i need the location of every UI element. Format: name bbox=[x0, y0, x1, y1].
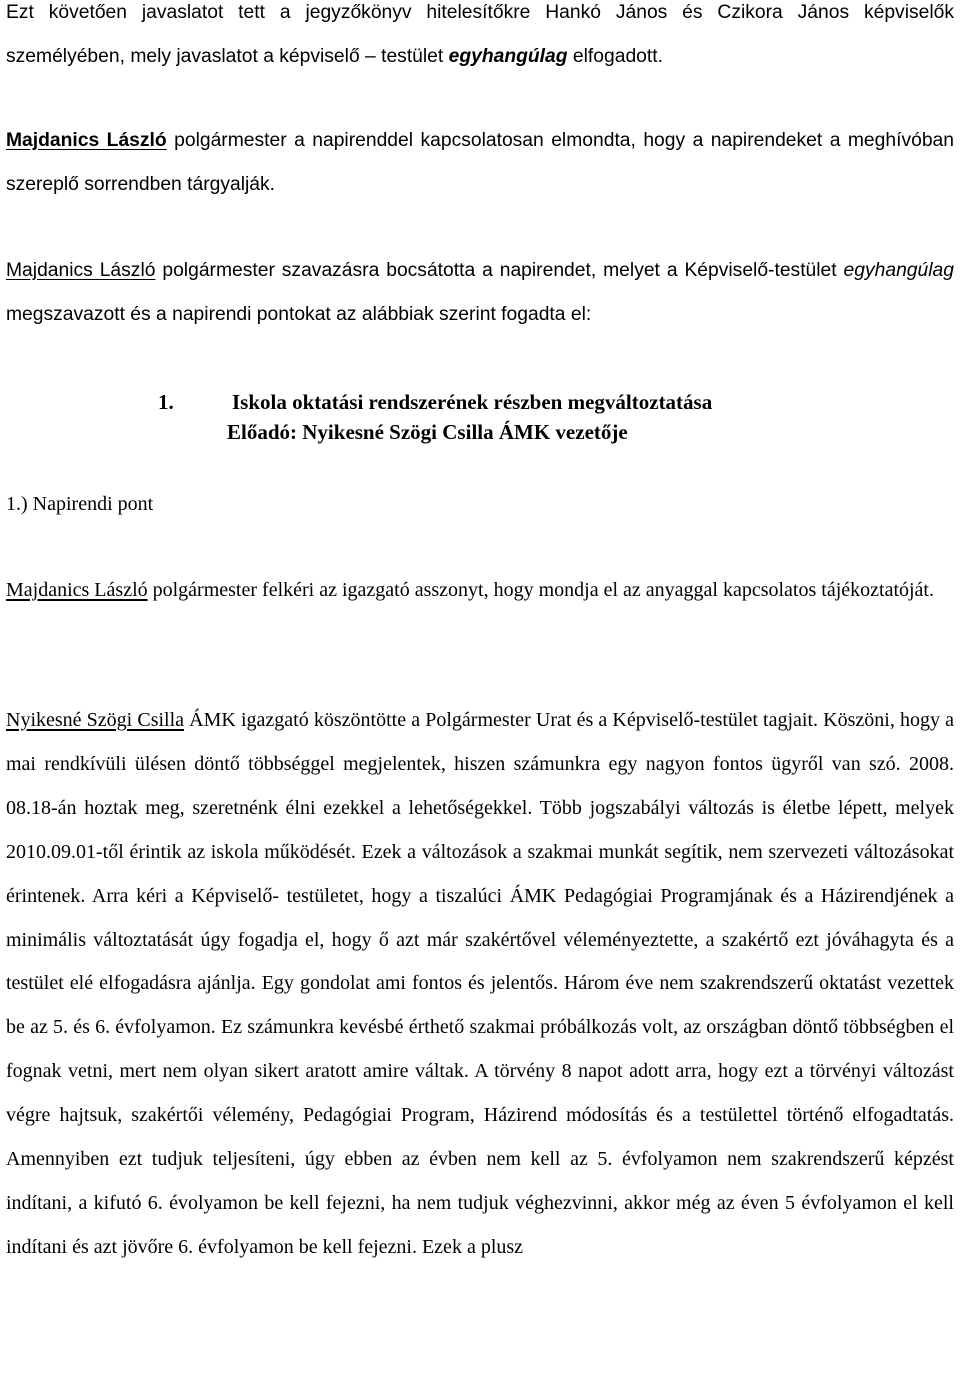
p3-text-a: polgármester szavazásra bocsátotta a napirendet, melyet a Képviselő-testület bbox=[155, 260, 844, 281]
agenda-title: Iskola oktatási rendszerének részben megváltoztatása bbox=[232, 390, 713, 414]
p1-text-b: elfogadott. bbox=[567, 45, 663, 67]
paragraph-agenda-order bbox=[6, 119, 954, 207]
paragraph-director-speech bbox=[6, 699, 954, 1270]
paragraph-agenda-vote bbox=[6, 249, 954, 337]
p5-text: ÁMK igazgató köszöntötte a Polgármester Urat és a Képviselő-testület tagjait. Köszöni, hogy a mai rendkívüli ülésen döntő többséggel megjelentek, hiszen számunkra egy nagyon fontos ügyről van szó. 2008. 08.18-án hoztak meg, szeretnénk élni ezekkel a lehetőségekkel. Több jogszabályi változás is életbe lépett, melyek 2010.09.01-től érintik az iskola működését. Ezek a változások a szakmai munkát segítik, nem szervezeti változásokat érintenek. Arra kéri a Képviselő- testületet, hogy a tiszalúci ÁMK Pedagógiai Programjának és a Házirendjének a minimális változtatását úgy fogadja el, hogy ő azt már szakértővel véleményeztette, a szakértő ezt jóváhagyta és a testület elé elfogadásra ajánlja. Egy gondolat ami fontos és jelentős. Három éve nem szakrendszerű oktatást vezettek be az 5. és 6. évfolyamon. Ez számunkra kevésbé érthető szakmai próbálkozás volt, az országban döntő többségben el fognak vetni, mert nem olyan sikert aratott amire váltak. A törvény 8 napot adott arra, hogy ezt a törvényi változást végre hajtsuk, szakértői vélemény, Pedagógiai Program, Házirend módosítás és a testülettel történő elfogadtatás. Amennyiben ezt tudjuk teljesíteni, úgy ebben az évben nem kell az 5. évfolyamon nem szakrendszerű képzést indítani, a kifutó 6. évolyamon be kell fejezni, ha nem tudjuk véghezvinni, akkor még az éven 5 évfolyamon el kell indítani és azt jövőre 6. évfolyamon be kell fejezni. Ezek a plusz bbox=[6, 709, 954, 1258]
speaker-name: Majdanics László bbox=[6, 130, 167, 151]
p4-text: polgármester felkéri az igazgató asszonyt, hogy mondja el az anyaggal kapcsolatos tájékoztatóját. bbox=[147, 579, 934, 601]
speaker-name: Majdanics László bbox=[6, 579, 148, 601]
speaker-name: Majdanics László bbox=[6, 260, 156, 281]
p2-text: polgármester a napirenddel kapcsolatosan elmondta, hogy a napirendeket a meghívóban szereplő sorrendben tárgyalják. bbox=[6, 130, 954, 195]
agenda-item-label: 1.) Napirendi pont bbox=[6, 493, 154, 515]
p3-emphasis: egyhangúlag bbox=[843, 260, 954, 281]
p1-text-a: Ezt követően javaslatot tett a jegyzőkönyv hitelesítőkre Hankó János és Czikora János képviselők személyében, mely javaslatot a képviselő – testület bbox=[6, 2, 954, 67]
p1-emphasis: egyhangúlag bbox=[448, 45, 568, 67]
paragraph-recorders-nomination bbox=[6, 0, 954, 79]
p3-text-b: megszavazott és a napirendi pontokat az alábbiak szerint fogadta el: bbox=[6, 303, 592, 325]
paragraph-mayor-request bbox=[6, 569, 954, 613]
speaker-name: Nyikesné Szögi Csilla bbox=[6, 709, 185, 731]
agenda-presenter: Előadó: Nyikesné Szögi Csilla ÁMK vezetője bbox=[227, 420, 628, 444]
agenda-number: 1. bbox=[158, 390, 174, 414]
